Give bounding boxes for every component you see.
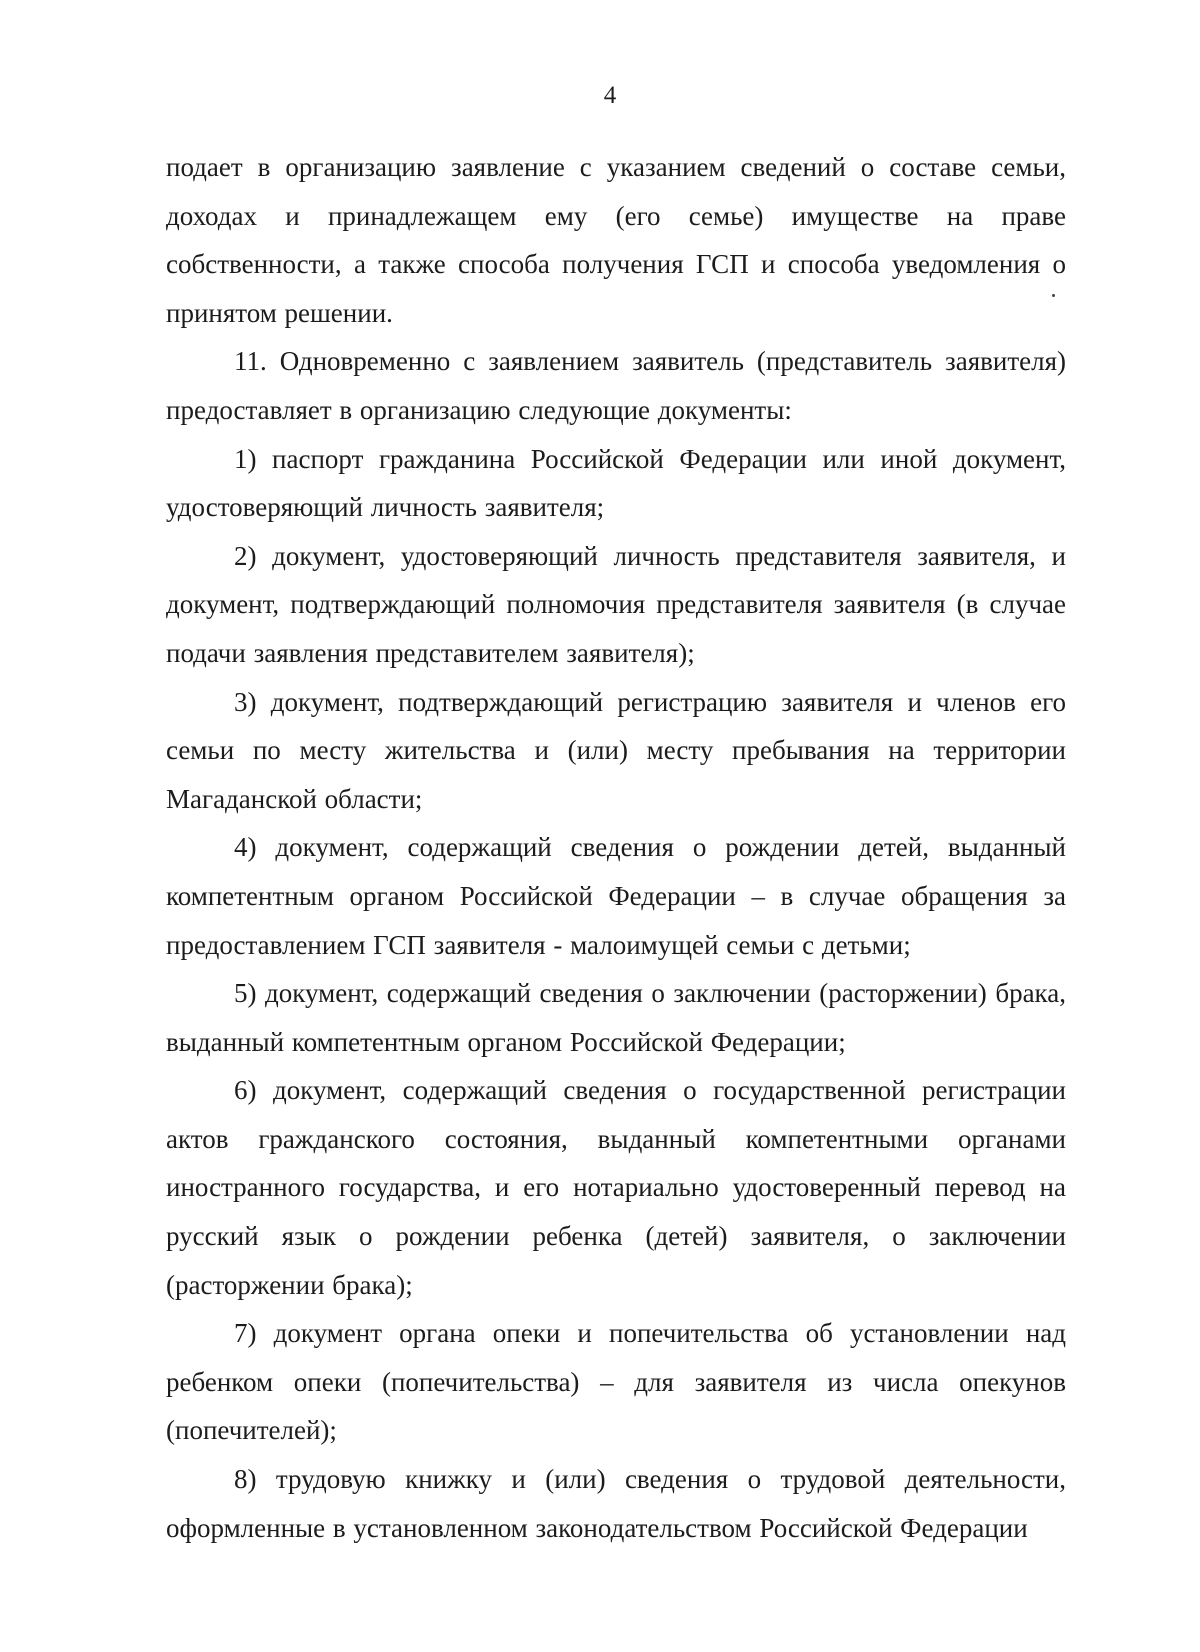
list-item-2: 2) документ, удостоверяющий личность представителя заявителя, и документ, подтверждающий полномочия представителя заявителя (в случае подачи заявления представителем заявителя); [166, 540, 1066, 668]
list-item-6: 6) документ, содержащий сведения о государственной регистрации актов гражданского состояния, выданный компетентными органами иностранного государства, и его нотариально удостоверенный перевод на русский язык о рождении ребенка (детей) заявителя, о заключении (расторжении брака); [166, 1075, 1066, 1300]
list-item-4: 4) документ, содержащий сведения о рождении детей, выданный компетентным органом Российской Федерации – в случае обращения за предоставлением ГСП заявителя - малоимущей семьи с детьми; [166, 832, 1066, 960]
list-item-5: 5) документ, содержащий сведения о заключении (расторжении) брака, выданный компетентным органом Российской Федерации; [166, 978, 1066, 1057]
paragraph-clause-11: 11. Одновременно с заявлением заявитель (представитель заявителя) предоставляет в организацию следующие документы: [166, 346, 1066, 425]
document-body [166, 143, 1066, 1552]
list-item-8: 8) трудовую книжку и (или) сведения о трудовой деятельности, оформленные в установленном законодательством Российской Федерации [166, 1464, 1066, 1543]
list-item-3: 3) документ, подтверждающий регистрацию заявителя и членов его семьи по месту жительства и (или) месту пребывания на территории Магаданской области; [166, 686, 1066, 814]
page-number: 4 [603, 82, 617, 109]
paragraph-continuation: подает в организацию заявление с указанием сведений о составе семьи, доходах и принадлежащем ему (его семье) имуществе на праве собственности, а также способа получения ГСП и способа уведомления о принятом решении. [166, 152, 1066, 328]
list-item-1: 1) паспорт гражданина Российской Федерации или иной документ, удостоверяющий личность заявителя; [166, 443, 1066, 523]
list-item-7: 7) документ органа опеки и попечительства об установлении над ребенком опеки (попечительства) – для заявителя из числа опекунов (попечителей); [166, 1318, 1066, 1446]
